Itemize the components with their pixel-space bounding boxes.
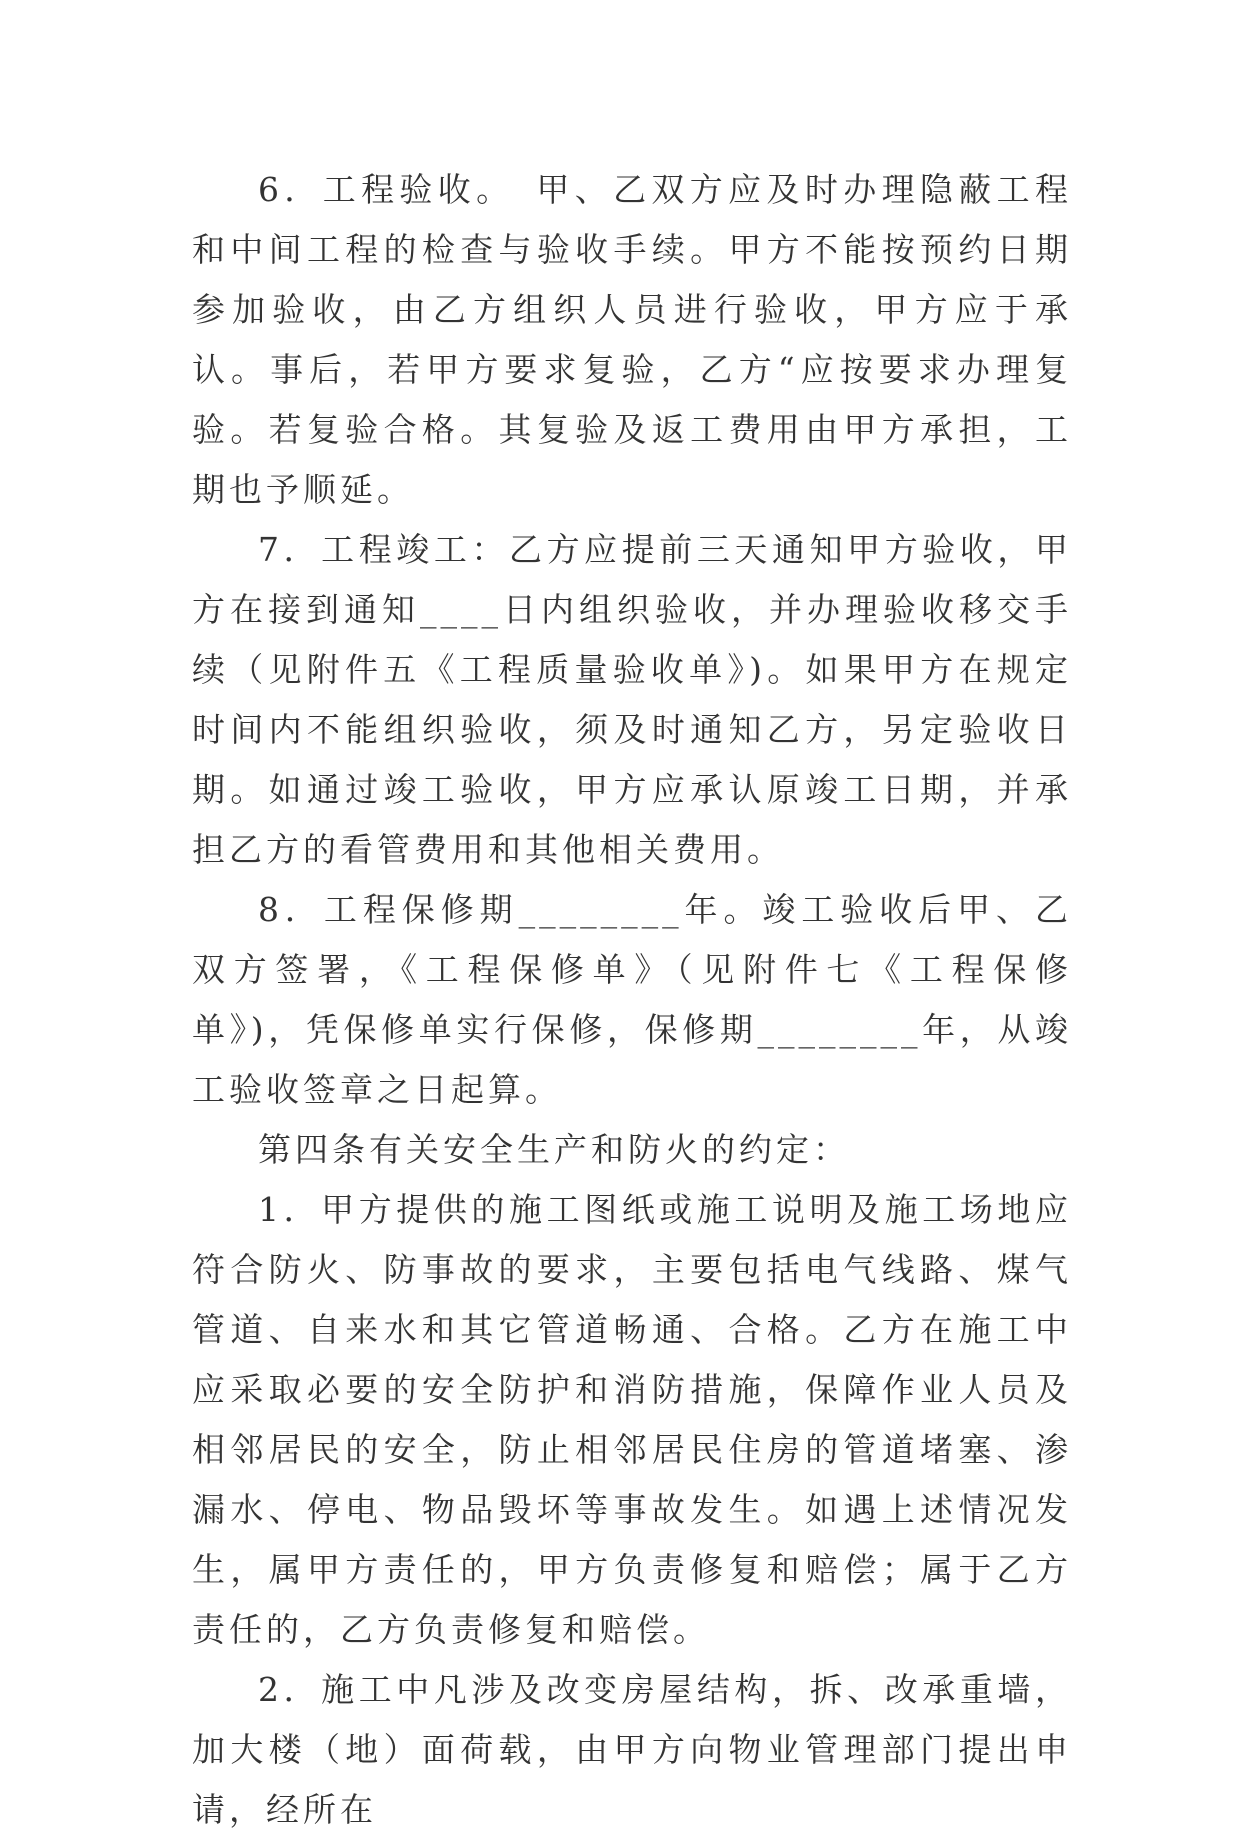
- paragraph-completion: 7．工程竣工：乙方应提前三天通知甲方验收，甲方在接到通知____日内组织验收，并办理验收移交手续（见附件五《工程质量验收单》)。如果甲方在规定时间内不能组织验收，须及时通知乙方，另定验收日期。如通过竣工验收，甲方应承认原竣工日期，并承担乙方的看管费用和其他相关费用。: [192, 530, 1072, 869]
- section-heading-safety: 第四条有关安全生产和防火的约定：: [258, 1130, 850, 1169]
- document-body: [192, 160, 1072, 1840]
- paragraph-fire-safety: 1．甲方提供的施工图纸或施工说明及施工场地应符合防火、防事故的要求，主要包括电气线路、煤气管道、自来水和其它管道畅通、合格。乙方在施工中应采取必要的安全防护和消防措施，保障作业人员及相邻居民的安全，防止相邻居民住房的管道堵塞、渗漏水、停电、物品毁坏等事故发生。如遇上述情况发生，属甲方责任的，甲方负责修复和赔偿；属于乙方责任的，乙方负责修复和赔偿。: [192, 1190, 1072, 1649]
- paragraph-acceptance: 6．工程验收。 甲、乙双方应及时办理隐蔽工程和中间工程的检查与验收手续。甲方不能按预约日期参加验收，由乙方组织人员进行验收，甲方应于承认。事后，若甲方要求复验，乙方“应按要求办理复验。若复验合格。其复验及返工费用由甲方承担，工期也予顺延。: [192, 170, 1072, 509]
- paragraph-warranty: 8．工程保修期________年。竣工验收后甲、乙双方签署，《工程保修单》（见附件七《工程保修单》)，凭保修单实行保修，保修期________年，从竣工验收签章之日起算。: [192, 890, 1072, 1109]
- paragraph-structure-change: 2．施工中凡涉及改变房屋结构，拆、改承重墙，加大楼（地）面荷载，由甲方向物业管理部门提出申请，经所在: [192, 1670, 1072, 1829]
